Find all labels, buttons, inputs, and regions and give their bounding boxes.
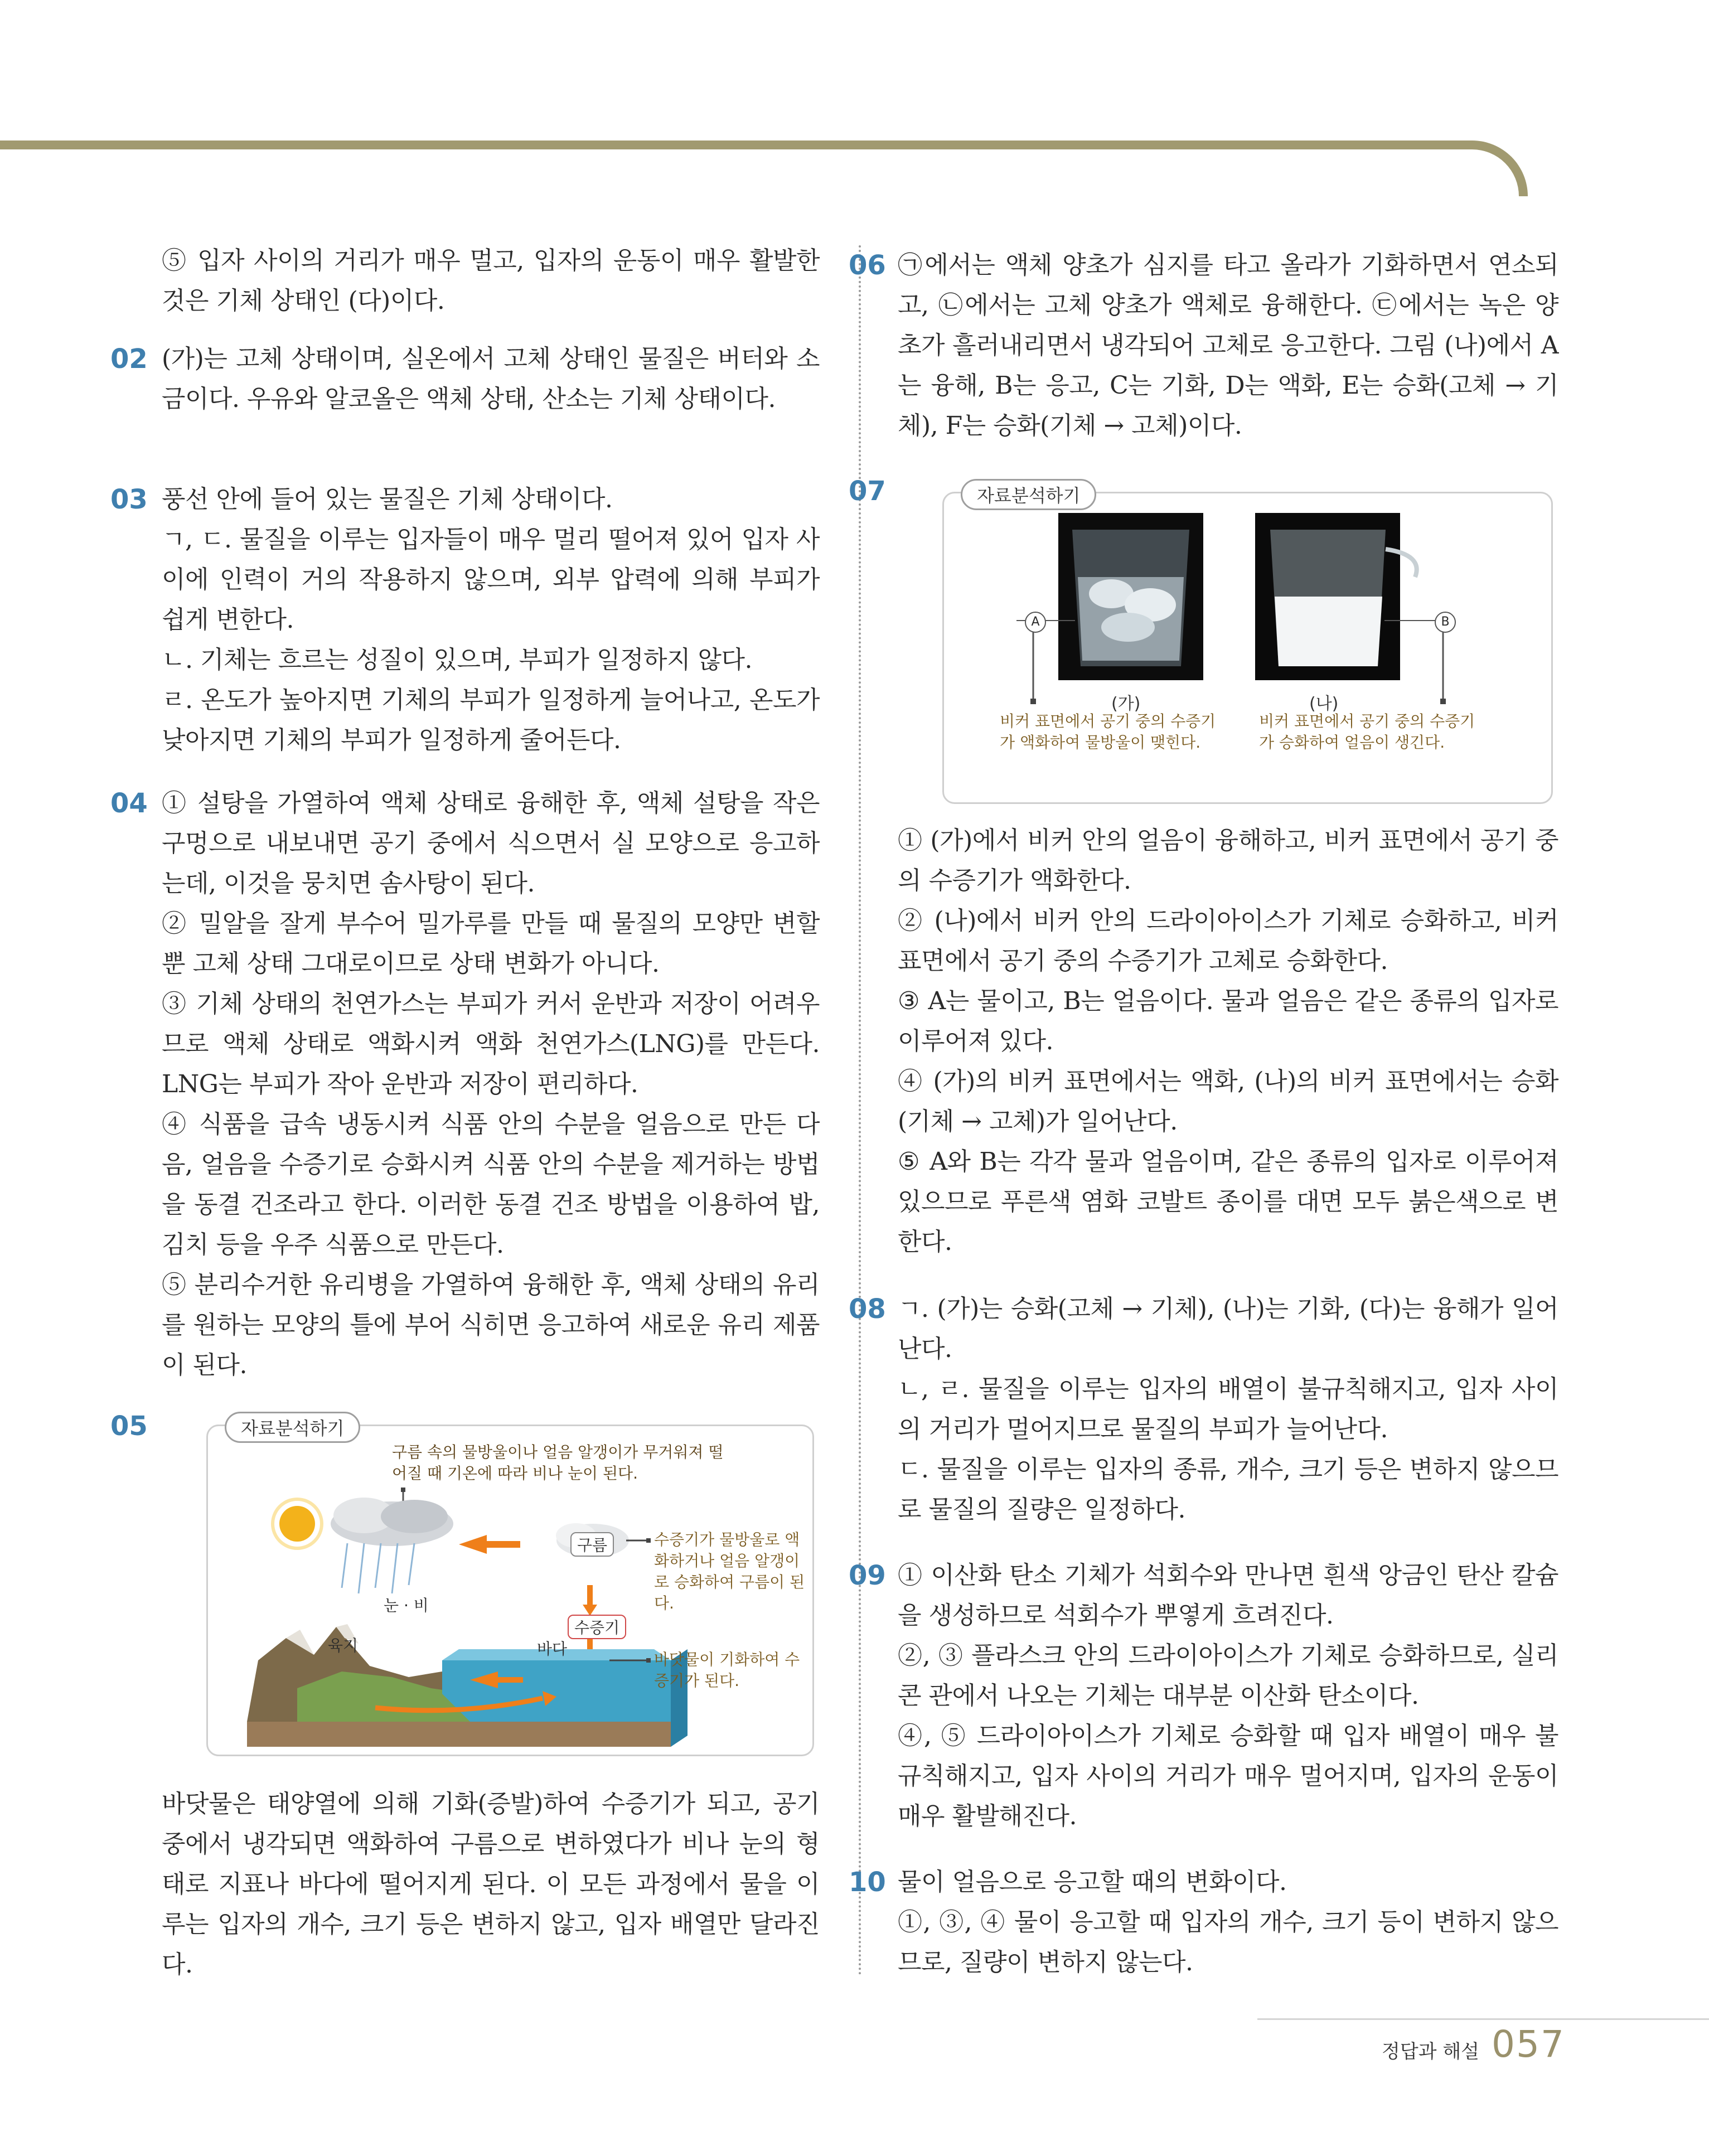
- question-number: 03: [110, 484, 148, 515]
- answer-line: ④ 식품을 급속 냉동시켜 식품 안의 수분을 얼음으로 만든 다음, 얼음을 수증기로 승화시켜 식품 안의 수분을 제거하는 방법을 동결 건조라고 한다. 이러한 동결 건조 방법을 이용하여 밥, 김치 등을 우주 식품으로 만든다.: [162, 1110, 820, 1259]
- answer-01-text: ⑤ 입자 사이의 거리가 매우 멀고, 입자의 운동이 매우 활발한 것은 기체 상태인 (다)이다.: [162, 246, 820, 315]
- footer-section-label: 정답과 해설: [1382, 2041, 1480, 2063]
- answer-line: ③ 기체 상태의 천연가스는 부피가 커서 운반과 저장이 어려우므로 액체 상태로 액화시켜 액화 천연가스(LNG)를 만든다. LNG는 부피가 작아 운반과 저장이 편리하다.: [162, 990, 820, 1098]
- beaker-left-caption: 비커 표면에서 공기 중의 수증기가 액화하여 물방울이 맺힌다.: [1000, 712, 1216, 752]
- answer-line: 풍선 안에 들어 있는 물질은 기체 상태이다.: [162, 485, 613, 513]
- answer-line: ① 이산화 탄소 기체가 석회수와 만나면 흰색 앙금인 탄산 칼슘을 생성하므로 석회수가 뿌옇게 흐려진다.: [898, 1561, 1558, 1630]
- answer-line: 물이 얼음으로 응고할 때의 변화이다.: [898, 1868, 1287, 1896]
- answer-line: ㄱ, ㄷ. 물질을 이루는 입자들이 매우 멀리 떨어져 있어 입자 사이에 인력이 거의 작용하지 않으며, 외부 압력에 의해 부피가 쉽게 변한다.: [162, 525, 820, 634]
- beaker-right-label: (나): [1309, 694, 1339, 714]
- question-number: 09: [849, 1560, 886, 1591]
- answer-line: ① 설탕을 가열하여 액체 상태로 융해한 후, 액체 설탕을 작은 구멍으로 내보내면 공기 중에서 식으면서 실 모양으로 응고하는데, 이것을 뭉치면 솜사탕이 된다.: [162, 789, 820, 898]
- answer-03: [110, 479, 820, 760]
- answer-line: ④ (가)의 비커 표면에서는 액화, (나)의 비커 표면에서는 승화(기체 → 고체)가 일어난다.: [898, 1067, 1558, 1136]
- beaker-photos: [944, 493, 1555, 806]
- answer-01-continued: [162, 241, 820, 321]
- answer-08: [849, 1289, 1559, 1530]
- beaker-figure-box: [942, 485, 1553, 804]
- cloud-note: 수증기가 물방울로 액화하거나 얼음 알갱이로 승화하여 구름이 된다.: [654, 1530, 805, 1612]
- answer-line: ② 밀알을 잘게 부수어 밀가루를 만들 때 물질의 모양만 변할 뿐 고체 상태 그대로이므로 상태 변화가 아니다.: [162, 909, 820, 978]
- answer-text: 바닷물은 태양열에 의해 기화(증발)하여 수증기가 되고, 공기 중에서 냉각되면 액화하여 구름으로 변하였다가 비나 눈의 형태로 지표나 바다에 떨어지게 된다. 이 모든 과정에서 물을 이루는 입자의 개수, 크기 등은 변하지 않고, 입자 배열만 달라진다.: [162, 1790, 820, 1979]
- header-rule: [0, 140, 1528, 196]
- question-number: 05: [110, 1411, 148, 1442]
- beaker-left-label: (가): [1111, 694, 1141, 714]
- answer-05-explanation: [162, 1784, 820, 1985]
- answer-06: [849, 245, 1558, 446]
- answer-text: (가)는 고체 상태이며, 실온에서 고체 상태인 물질은 버터와 소금이다. 우유와 알코올은 액체 상태, 산소는 기체 상태이다.: [162, 345, 820, 413]
- marker-a: A: [1025, 612, 1046, 633]
- land-label: 육지: [328, 1636, 359, 1655]
- answer-line: ⑤ 분리수거한 유리병을 가열하여 융해한 후, 액체 상태의 유리를 원하는 모양의 틀에 부어 식히면 응고하여 새로운 유리 제품이 된다.: [162, 1271, 820, 1379]
- figure-caption-top: 구름 속의 물방울이나 얼음 알갱이가 무거워져 떨어질 때 기온에 따라 비나 눈이 된다.: [392, 1443, 724, 1482]
- beaker-right-caption: 비커 표면에서 공기 중의 수증기가 승화하여 얼음이 생긴다.: [1259, 712, 1475, 752]
- page-number: 057: [1492, 2023, 1565, 2066]
- answer-line: ①, ③, ④ 물이 응고할 때 입자의 개수, 크기 등이 변하지 않으므로, 질량이 변하지 않는다.: [898, 1908, 1558, 1976]
- cloud-label: 구름: [570, 1532, 614, 1557]
- answer-10: [849, 1862, 1558, 1983]
- answer-text: ㉠에서는 액체 양초가 심지를 타고 올라가 기화하면서 연소되고, ㉡에서는 고체 양초가 액체로 융해한다. ㉢에서는 녹은 양초가 흘러내리면서 냉각되어 고체로 응고한다. 그림 (나)에서 A는 융해, B는 응고, C는 기화, D는 액화, E는 승화(고체 → 기체), F는 승화(기체 → 고체)이다.: [898, 251, 1558, 440]
- answer-line: ③ A는 물이고, B는 얼음이다. 물과 얼음은 같은 종류의 입자로 이루어져 있다.: [898, 987, 1558, 1055]
- question-number: 04: [110, 788, 148, 819]
- answer-line: ㄴ. 기체는 흐르는 성질이 있으며, 부피가 일정하지 않다.: [162, 646, 752, 674]
- sea-note: 바닷물이 기화하여 수증기가 된다.: [654, 1650, 800, 1690]
- answer-04: [110, 783, 820, 1385]
- question-number: 08: [849, 1293, 886, 1325]
- question-number: 10: [849, 1867, 886, 1898]
- answer-line: ㄱ. (가)는 승화(고체 → 기체), (나)는 기화, (다)는 융해가 일어난다.: [898, 1295, 1559, 1363]
- answer-line: ㄷ. 물질을 이루는 입자의 종류, 개수, 크기 등은 변하지 않으므로 물질의 질량은 일정하다.: [898, 1455, 1558, 1524]
- water-cycle-figure-box: [206, 1418, 814, 1756]
- question-number: 06: [849, 250, 886, 281]
- answer-line: ② (나)에서 비커 안의 드라이아이스가 기체로 승화하고, 비커 표면에서 공기 중의 수증기가 고체로 승화한다.: [898, 907, 1558, 975]
- sea-label: 바다: [537, 1640, 568, 1658]
- answer-line: ④, ⑤ 드라이아이스가 기체로 승화할 때 입자 배열이 매우 불규칙해지고, 입자 사이의 거리가 매우 멀어지며, 입자의 운동이 매우 활발해진다.: [898, 1722, 1558, 1830]
- vapor-label: 수증기: [568, 1615, 626, 1639]
- question-number: 02: [110, 343, 148, 375]
- rain-snow-label: 눈 · 비: [384, 1596, 429, 1615]
- answer-line: ① (가)에서 비커 안의 얼음이 융해하고, 비커 표면에서 공기 중의 수증기가 액화한다.: [898, 826, 1558, 895]
- answer-09: [849, 1556, 1558, 1837]
- analysis-tag: 자료분석하기: [961, 479, 1096, 510]
- answer-07-text: [898, 821, 1558, 1262]
- answer-line: ㄹ. 온도가 높아지면 기체의 부피가 일정하게 늘어나고, 온도가 낮아지면 기체의 부피가 일정하게 줄어든다.: [162, 686, 820, 754]
- answer-line: ⑤ A와 B는 각각 물과 얼음이며, 같은 종류의 입자로 이루어져 있으므로 푸른색 염화 코발트 종이를 대면 모두 붉은색으로 변한다.: [898, 1147, 1558, 1256]
- question-number: 07: [849, 476, 886, 507]
- marker-b: B: [1435, 612, 1456, 633]
- answer-line: ②, ③ 플라스크 안의 드라이아이스가 기체로 승화하므로, 실리콘 관에서 나오는 기체는 대부분 이산화 탄소이다.: [898, 1641, 1558, 1710]
- answer-line: ㄴ, ㄹ. 물질을 이루는 입자의 배열이 불규칙해지고, 입자 사이의 거리가 멀어지므로 물질의 부피가 늘어난다.: [898, 1375, 1558, 1443]
- analysis-tag: 자료분석하기: [225, 1412, 360, 1443]
- footer-rule: [1257, 2018, 1709, 2020]
- answer-02: [110, 339, 820, 419]
